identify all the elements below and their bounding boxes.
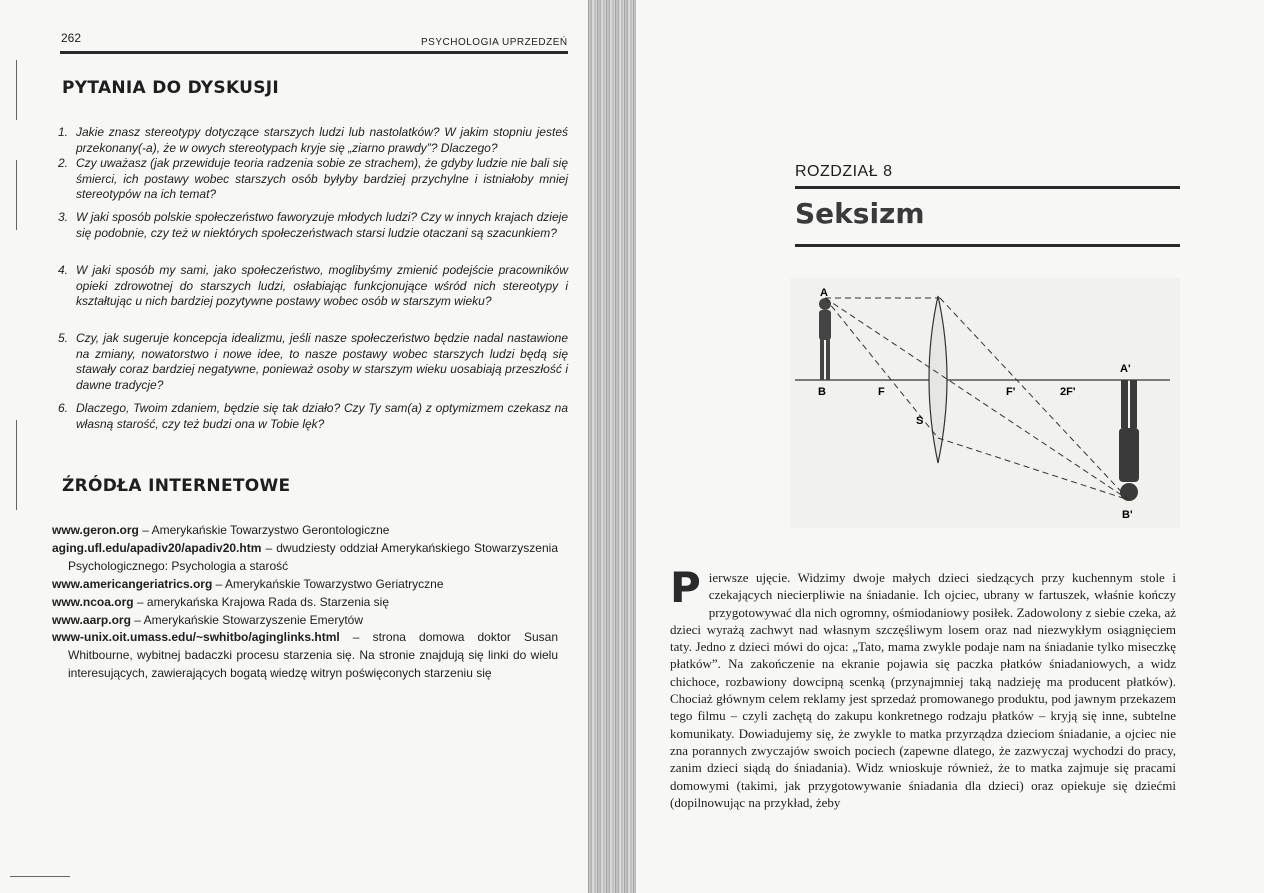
label-image-bottom: B' xyxy=(1122,509,1133,521)
discussion-question xyxy=(48,401,568,432)
scan-edge-mark xyxy=(10,876,70,877)
question-text: Czy, jak sugeruje koncepcja idealizmu, jeśli nasze społeczeństwo będzie nadal nastawione na zmiany, nowatorstwo i nowe idee, to nasze postawy wobec starszych ludzi będą się stawały coraz bardziej negatywne, ponieważ osoby w starszym wieku uosabiają przeszłość i dawne tradycje? xyxy=(76,331,568,393)
source-entry xyxy=(52,522,558,540)
source-description: – Amerykańskie Towarzystwo Geriatryczne xyxy=(212,576,444,591)
label-image-top: A' xyxy=(1120,363,1131,375)
body-paragraph: ierwsze ujęcie. Widzimy dwoje małych dzieci siedzących przy kuchennym stole i czekających niecierpliwie na śniadanie. Ich ojciec, ubrany w fartuszek, właśnie kończy przygotowywać dla nich ogromny, ośmiodaniowy posiłek. Zadowolony z siebie czeka, aż dzieci wyrażą zachwyt nad własnym szczęśliwym losem oraz nad niezwykłym osiągnięciem taty. Jedno z dzieci mówi do ojca: „Tato, mama zwykle podaje nam na śniadanie tylko miseczkę płatków”. Na zakończenie na ekranie pojawia się paczka płatków śniadaniowych, a widz chichoce, rozbawiony dowcipną scenką (przynajmniej taką nadzieję ma producent płatków). Chociaż głównym celem reklamy jest sprzedaż promowanego produktu, pod jawnym przekazem tego filmu – czyli zachętą do zakupu konkretnego rodzaju płatków – kryją się inne, subtelne komunikaty. Dowiadujemy się, że zwykle to matka przyrządza dzieciom śniadanie, a ojciec nie zna porannych zwyczajów swoich pociech (zapewne dlatego, że zazwyczaj wychodzi do pracy, zanim dzieci siądą do śniadania). Widz wnioskuje również, że to matka zajmuje się pracami domowymi (takimi, jak przygotowywanie śniadania dla dzieci) oraz opiekuje się dziećmi (dopilnowując na przykład, żeby xyxy=(670,570,1176,810)
page-number: 262 xyxy=(61,31,82,45)
source-link[interactable]: www.americangeriatrics.org xyxy=(52,576,213,591)
sources-heading: ŹRÓDŁA INTERNETOWE xyxy=(62,476,291,496)
source-description: – strona domowa doktor Susan Whitbourne, wybitnej badaczki procesu starzenia się. Na stronie znajdują się linki do wielu interesujących, zawierających bogatą wiedzę witryn poświęconych starzeniu się xyxy=(68,630,558,681)
source-description: – Amerykańskie Towarzystwo Gerontologiczne xyxy=(138,523,390,537)
source-description: – dwudziesty oddział Amerykańskiego Stowarzyszenia Psychologicznego: Psychologia a starość xyxy=(68,540,558,573)
scan-edge-mark xyxy=(16,420,17,510)
source-entry xyxy=(52,629,558,683)
chapter-title: Seksizm xyxy=(795,197,925,230)
discussion-question xyxy=(48,263,568,310)
chapter-rule xyxy=(795,186,1180,189)
question-text: W jaki sposób my sami, jako społeczeństwo, moglibyśmy zmienić podejście pracowników opieki zdrowotnej do starszych ludzi, osłabiając funkcjonujące wśród nich stereotypy i kształtując u nich bardziej pozytywne postawy wobec osób w starszym wieku? xyxy=(76,263,568,309)
question-text: Dlaczego, Twoim zdaniem, będzie się tak działo? Czy Ty sam(a) z optymizmem czekasz na własną starość, czy też budzi ona w Tobie lęk? xyxy=(76,401,568,431)
scan-edge-mark xyxy=(16,60,17,120)
label-object-base: B xyxy=(818,386,826,398)
question-number: 5. xyxy=(57,331,68,345)
source-link[interactable]: www.geron.org xyxy=(52,523,139,537)
discussion-question xyxy=(48,210,568,241)
question-number: 6. xyxy=(57,401,68,415)
chapter-rule xyxy=(795,244,1180,247)
discussion-heading: PYTANIA DO DYSKUSJI xyxy=(62,78,280,98)
question-text: Czy uważasz (jak przewiduje teoria radzenia sobie ze strachem), że gdyby ludzie nie bali się śmierci, ich postawy wobec starszych osób byłyby bardziej przychylne i istniałoby mniej stereotypów na ich temat? xyxy=(76,156,568,202)
label-focal-left: F xyxy=(878,386,885,398)
drop-cap: P xyxy=(670,563,701,612)
source-description: – Amerykańskie Stowarzyszenie Emerytów xyxy=(130,612,363,627)
source-entry xyxy=(52,540,558,576)
label-two-f: 2F' xyxy=(1060,386,1076,398)
chapter-label: ROZDZIAŁ 8 xyxy=(795,163,893,180)
question-text: Jakie znasz stereotypy dotyczące starszych ludzi lub nastolatków? W jakim stopniu jesteś przekonany(-a), że w owych stereotypach kryje się „ziarno prawdy”? Dlaczego? xyxy=(76,125,568,155)
discussion-question xyxy=(48,125,568,156)
sources-list xyxy=(52,522,558,683)
label-object-top: A xyxy=(820,287,828,299)
header-rule xyxy=(60,51,568,54)
source-entry xyxy=(52,594,558,612)
label-focal-right: F' xyxy=(1006,386,1016,398)
question-text: W jaki sposób polskie społeczeństwo faworyzuje młodych ludzi? Czy w innych krajach dzieje się podobnie, czy też w niektórych społeczeństwach starsi ludzie otaczani są szacunkiem? xyxy=(76,210,568,240)
label-lens-center: S xyxy=(916,415,924,427)
source-link[interactable]: www.ncoa.org xyxy=(52,594,134,609)
source-link[interactable]: www-unix.oit.umass.edu/~swhitbo/aginglinks.html xyxy=(52,630,340,645)
chapter-body-text xyxy=(670,563,1176,811)
question-number: 4. xyxy=(57,263,68,277)
scan-edge-mark xyxy=(16,160,17,230)
running-header: PSYCHOLOGIA UPRZEDZEŃ xyxy=(421,37,568,48)
book-gutter xyxy=(588,0,636,893)
discussion-question xyxy=(48,156,568,203)
question-number: 1. xyxy=(57,125,68,139)
source-link[interactable]: www.aarp.org xyxy=(52,612,131,627)
discussion-question xyxy=(48,331,568,394)
source-entry xyxy=(52,612,558,630)
source-link[interactable]: aging.ufl.edu/apadiv20/apadiv20.htm xyxy=(52,540,262,555)
source-entry xyxy=(52,576,558,594)
source-description: – amerykańska Krajowa Rada ds. Starzenia się xyxy=(133,594,390,609)
lens-diagram xyxy=(790,278,1180,528)
question-number: 3. xyxy=(57,210,68,224)
question-number: 2. xyxy=(57,156,68,170)
